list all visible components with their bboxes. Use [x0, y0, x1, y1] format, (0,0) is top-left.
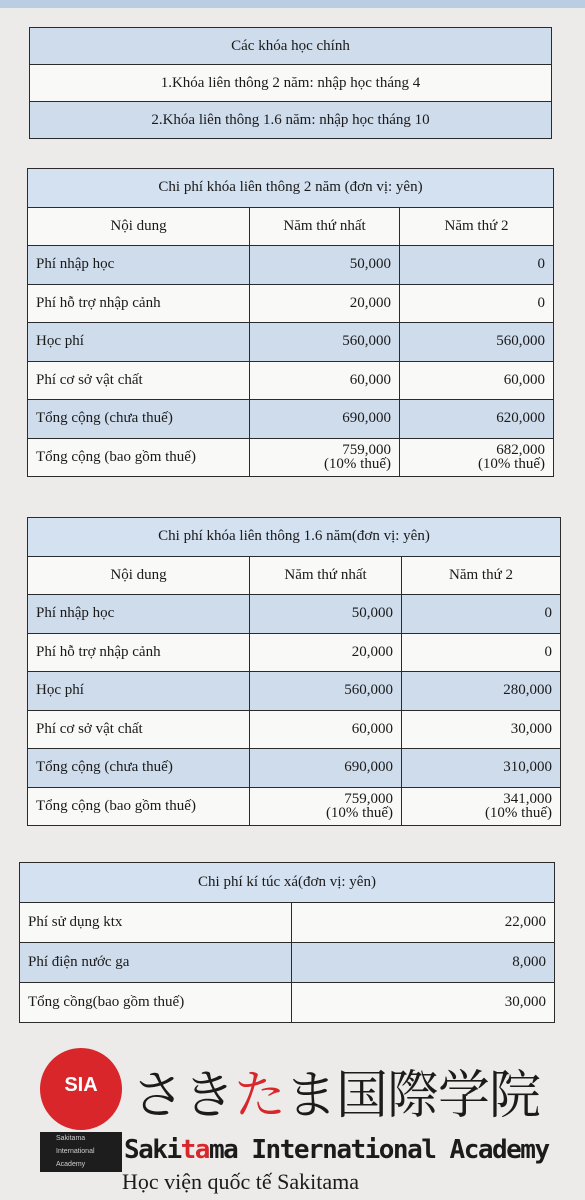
column-header: Năm thứ 2 — [402, 556, 561, 595]
tax-note: (10% thuế) — [323, 456, 391, 473]
cell-year1: 50,000 — [250, 246, 400, 285]
cell-year1 — [250, 787, 402, 826]
cell-year2 — [400, 438, 554, 477]
total-value: 759,000 — [342, 442, 391, 459]
cell-year2: 0 — [402, 633, 561, 672]
column-header: Năm thứ 2 — [400, 207, 554, 246]
table-row — [20, 983, 555, 1023]
table-row — [28, 323, 554, 362]
logo-small-line: International — [56, 1148, 95, 1155]
column-header: Nội dung — [28, 207, 250, 246]
cell-value: 22,000 — [292, 903, 555, 943]
cell-year1: 690,000 — [250, 749, 402, 788]
tax-note: (10% thuế) — [477, 456, 545, 473]
row-label: Phí điện nước ga — [20, 943, 292, 983]
table-row — [20, 903, 555, 943]
fee-table-2yr — [27, 168, 554, 477]
cell-year2: 0 — [402, 595, 561, 634]
cell-year2: 620,000 — [400, 400, 554, 439]
logo-en-part: Saki — [124, 1135, 181, 1165]
table-row — [28, 400, 554, 439]
logo-small-line: Academy — [56, 1161, 86, 1168]
table-title: Chi phí kí túc xá(đơn vị: yên) — [20, 863, 555, 903]
table-row — [28, 710, 561, 749]
academy-logo — [40, 1048, 550, 1198]
course-item: 1.Khóa liên thông 2 năm: nhập học tháng 4 — [30, 65, 552, 102]
logo-english-name — [124, 1134, 549, 1166]
table-row — [28, 284, 554, 323]
row-label: Học phí — [28, 672, 250, 711]
table-row — [28, 595, 561, 634]
logo-en-part: ta — [180, 1135, 209, 1165]
cell-year2 — [402, 787, 561, 826]
tax-note: (10% thuế) — [484, 805, 552, 822]
row-label: Phí hỗ trợ nhập cảnh — [28, 633, 250, 672]
sia-badge-text: SIA — [64, 1074, 98, 1096]
logo-jp-part: ま国際学院 — [285, 1066, 541, 1126]
cell-year1: 20,000 — [250, 633, 402, 672]
top-color-band — [0, 0, 585, 8]
table-row — [28, 633, 561, 672]
cell-year1: 60,000 — [250, 710, 402, 749]
table-row — [28, 749, 561, 788]
table-row — [28, 672, 561, 711]
cell-year2: 30,000 — [402, 710, 561, 749]
dorm-fee-table — [19, 862, 555, 1023]
cell-year1 — [250, 438, 400, 477]
total-value: 341,000 — [503, 791, 552, 808]
table-title: Chi phí khóa liên thông 2 năm (đơn vị: yên) — [28, 169, 554, 208]
row-label: Phí nhập học — [28, 595, 250, 634]
tax-note: (10% thuế) — [325, 805, 393, 822]
total-value: 759,000 — [344, 791, 393, 808]
cell-year1: 560,000 — [250, 323, 400, 362]
cell-year1: 60,000 — [250, 361, 400, 400]
cell-year1: 20,000 — [250, 284, 400, 323]
table-row — [28, 246, 554, 285]
cell-year2: 280,000 — [402, 672, 561, 711]
logo-jp-part: た — [234, 1066, 286, 1126]
row-label: Tổng cộng (bao gồm thuế) — [28, 438, 250, 477]
total-value: 682,000 — [496, 442, 545, 459]
row-label: Học phí — [28, 323, 250, 362]
cell-value: 8,000 — [292, 943, 555, 983]
column-header: Năm thứ nhất — [250, 207, 400, 246]
table-row — [28, 787, 561, 826]
courses-title: Các khóa học chính — [30, 28, 552, 65]
table-title: Chi phí khóa liên thông 1.6 năm(đơn vị: yên) — [28, 518, 561, 557]
fee-table-16yr — [27, 517, 561, 826]
row-label: Tổng cồng(bao gồm thuế) — [20, 983, 292, 1023]
logo-small-line: Sakitama — [56, 1135, 86, 1142]
cell-year2: 310,000 — [402, 749, 561, 788]
logo-jp-part: さき — [132, 1066, 235, 1126]
column-header: Năm thứ nhất — [250, 556, 402, 595]
row-label: Tổng cộng (chưa thuế) — [28, 400, 250, 439]
logo-vietnamese-name: Học viện quốc tế Sakitama — [122, 1169, 360, 1194]
row-label: Phí hỗ trợ nhập cảnh — [28, 284, 250, 323]
row-label: Phí sử dụng ktx — [20, 903, 292, 943]
courses-table — [29, 27, 552, 139]
cell-value: 30,000 — [292, 983, 555, 1023]
table-row — [28, 361, 554, 400]
cell-year1: 50,000 — [250, 595, 402, 634]
logo-small-text — [40, 1132, 122, 1172]
row-label: Tổng cộng (chưa thuế) — [28, 749, 250, 788]
table-row — [20, 943, 555, 983]
cell-year2: 560,000 — [400, 323, 554, 362]
row-label: Phí cơ sở vật chất — [28, 361, 250, 400]
cell-year2: 0 — [400, 246, 554, 285]
cell-year2: 0 — [400, 284, 554, 323]
row-label: Tổng cộng (bao gồm thuế) — [28, 787, 250, 826]
row-label: Phí nhập học — [28, 246, 250, 285]
row-label: Phí cơ sở vật chất — [28, 710, 250, 749]
table-row — [28, 438, 554, 477]
course-item: 2.Khóa liên thông 1.6 năm: nhập học tháng 10 — [30, 102, 552, 139]
cell-year1: 690,000 — [250, 400, 400, 439]
logo-japanese-name — [132, 1066, 540, 1126]
cell-year2: 60,000 — [400, 361, 554, 400]
logo-en-part: ma International Academy — [208, 1135, 549, 1165]
column-header: Nội dung — [28, 556, 250, 595]
cell-year1: 560,000 — [250, 672, 402, 711]
